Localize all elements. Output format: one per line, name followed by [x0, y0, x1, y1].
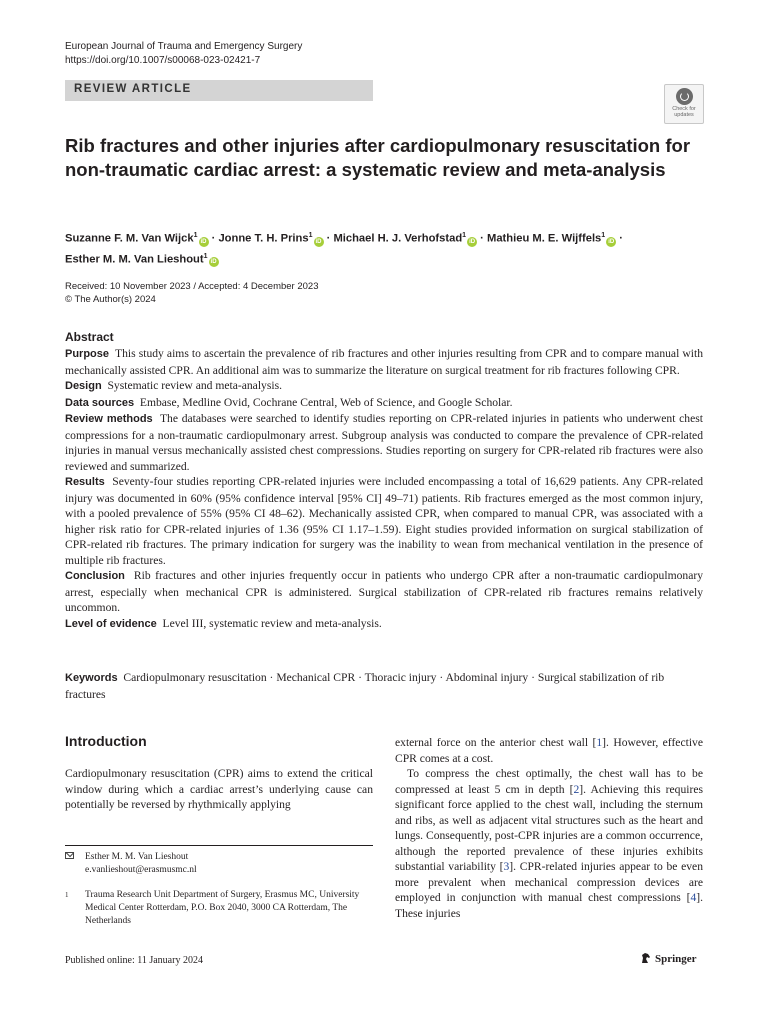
citation-link[interactable]: 3 — [503, 860, 510, 873]
article-type-banner — [65, 80, 373, 101]
keywords-label: Keywords — [65, 672, 118, 684]
article-dates — [65, 280, 319, 306]
citation-link[interactable]: 4 — [690, 891, 697, 904]
abstract-label: Review methods — [65, 413, 153, 425]
abstract-text: Systematic review and meta-analysis. — [107, 379, 282, 392]
introduction-heading: Introduction — [65, 733, 147, 749]
introduction-paragraph: To compress the chest optimally, the chest wall has to be compressed at least 5 cm in depth [2]. Achieving this requires significant force applied to the chest wall, including the sternum and ribs, as well as adjacent vital structures such as the heart and lungs. Consequently, post-CPR injuries are a common occurrence, although the reported prevalence of these injuries exhibits substantial variability [3]. CPR-related injuries appear to be even more prevalent when mechanical compression devices are employed in conjunction with manual chest compressions [4]. These injuries — [395, 767, 703, 920]
check-for-updates-label: Check for updates — [672, 106, 696, 118]
affiliation-text: Trauma Research Unit Department of Surgery, Erasmus MC, University Medical Center Rotterdam, P.O. Box 2040, 3000 CA Rotterdam, The Netherlands — [85, 890, 360, 926]
introduction-paragraph: external force on the anterior chest wall [1]. However, effective CPR comes at a cost. — [395, 736, 703, 765]
author-name[interactable]: Jonne T. H. Prins — [218, 232, 309, 245]
springer-horse-icon — [640, 952, 652, 964]
abstract-text: Rib fractures and other injuries frequently occur in patients who undergo CPR after a non-traumatic cardiopulmonary arrest, especially when mechanical CPR is administered. Surgical stabilization of CPR-related rib fractures remains relatively uncommon. — [65, 569, 703, 614]
journal-header — [65, 40, 302, 68]
abstract-label: Purpose — [65, 348, 110, 360]
abstract-text: The databases were searched to identify studies reporting on CPR-related injuries in patients who underwent chest compressions for a non-traumatic cardiopulmonary arrest. Subgroup analysis was conducted to compare the prevalence of CPR-related injuries in manual versus mechanically assisted chest compressions. Studies reporting on surgery for CPR-related rib fractures were also reviewed and summarized. — [65, 412, 703, 473]
envelope-icon — [65, 851, 74, 864]
check-for-updates-badge[interactable] — [664, 84, 704, 124]
orcid-icon[interactable]: iD — [469, 238, 476, 245]
orcid-icon[interactable]: iD — [608, 238, 615, 245]
abstract-body — [65, 346, 703, 632]
check-for-updates-icon — [676, 88, 693, 105]
author-affiliation: 1 — [462, 232, 467, 239]
orcid-icon[interactable]: iD — [200, 238, 207, 245]
keywords — [65, 670, 703, 702]
publisher-logo — [640, 952, 697, 965]
orcid-icon[interactable]: iD — [315, 238, 322, 245]
corresponding-author-email[interactable]: e.vanlieshout@erasmusmc.nl — [85, 865, 197, 875]
abstract-text: This study aims to ascertain the prevalence of rib fractures and other injuries resulting from CPR and to compare manual with mechanically assisted CPR. An additional aim was to summarize the literature on surgical treatment for rib fractures following CPR. — [65, 347, 703, 377]
citation-link[interactable]: 1 — [596, 736, 603, 749]
author-affiliation: 1 — [203, 252, 208, 260]
journal-name: European Journal of Trauma and Emergency Surgery — [65, 41, 303, 52]
introduction-left-column: Cardiopulmonary resuscitation (CPR) aims to extend the critical window during which a cardiac arrest’s underlying cause can potentially be reversed by rhythmically applying — [65, 767, 373, 811]
orcid-icon[interactable]: iD — [210, 259, 217, 266]
abstract-label: Design — [65, 380, 102, 392]
author-affiliation: 1 — [193, 232, 198, 239]
abstract-label: Level of evidence — [65, 617, 157, 630]
author-name[interactable]: Mathieu M. E. Wijffels — [487, 232, 602, 245]
abstract-label: Data sources — [65, 396, 135, 409]
received-accepted-dates: Received: 10 November 2023 / Accepted: 4 December 2023 — [65, 281, 319, 292]
author-name[interactable]: Michael H. J. Verhofstad — [333, 232, 463, 245]
abstract-heading: Abstract — [65, 330, 114, 344]
abstract-label: Conclusion — [65, 570, 125, 582]
footnote-divider — [65, 845, 373, 846]
article-title: Rib fractures and other injuries after cardiopulmonary resuscitation for non-traumatic cardiac arrest: a systematic review and meta-analysis — [65, 135, 691, 180]
corresponding-author-footnote — [65, 851, 373, 877]
article-type-label: REVIEW ARTICLE — [74, 83, 192, 95]
abstract-text: Embase, Medline Ovid, Cochrane Central, Web of Science, and Google Scholar. — [139, 395, 513, 409]
abstract-section-level-of-evidence — [65, 616, 703, 633]
abstract-label: Results — [65, 476, 105, 488]
abstract-section-review-methods — [65, 411, 703, 474]
abstract-section-conclusion — [65, 568, 703, 616]
author-name[interactable]: Esther M. M. Van Lieshout — [65, 253, 204, 266]
affiliation-footnote — [65, 889, 373, 928]
author-list: Suzanne F. M. Van Wijck$^1$iD · Jonne T. H. Prins$^1$iD · Michael H. J. Verhofstad$^1$iD · Mathieu M. E. Wijffels$^1$iD · Esther M. M. Van Lieshout$^1$iD — [65, 232, 624, 266]
copyright-notice: © The Author(s) 2024 — [65, 294, 156, 305]
abstract-section-data-sources — [65, 395, 703, 412]
abstract-text: Seventy-four studies reporting CPR-related injuries were included encompassing a total of 16,629 patients. Any CPR-related injury was documented in 60% (95% confidence interval [95% CI] 49–71) patients. Rib fractures emerged as the most common injury, with a pooled prevalence of 55% (95% CI 48–62). Mechanically assisted CPR, when compared to manual CPR, was associated with a higher risk ratio for CPR-related injuries of 1.36 (95% CI 1.17–1.59). Eight studies provided information on surgical stabilization of CPR-related rib fractures. The primary indication for surgery was the inability to wean from mechanical ventilation in the presence of multiple rib fractures. — [65, 475, 704, 567]
abstract-section-design — [65, 378, 703, 395]
corresponding-author-name: Esther M. M. Van Lieshout — [85, 852, 189, 862]
abstract-section-results — [65, 474, 703, 568]
abstract-section-purpose — [65, 346, 703, 378]
citation-link[interactable]: 2 — [573, 782, 580, 796]
keywords-text: Cardiopulmonary resuscitation · Mechanical CPR · Thoracic injury · Abdominal injury · Surgical stabilization of rib fractures — [65, 671, 665, 701]
author-name[interactable]: Suzanne F. M. Van Wijck — [65, 232, 194, 245]
author-affiliation: 1 — [308, 232, 313, 239]
published-online-date: Published online: 11 January 2024 — [65, 955, 203, 966]
publisher-name: Springer — [655, 953, 697, 965]
doi-link[interactable]: https://doi.org/10.1007/s00068-023-02421-7 — [65, 55, 261, 66]
author-affiliation: 1 — [601, 232, 606, 239]
introduction-right-column — [395, 735, 703, 921]
affiliation-number: 1 — [65, 891, 69, 899]
abstract-text: Level III, systematic review and meta-analysis. — [162, 616, 382, 630]
